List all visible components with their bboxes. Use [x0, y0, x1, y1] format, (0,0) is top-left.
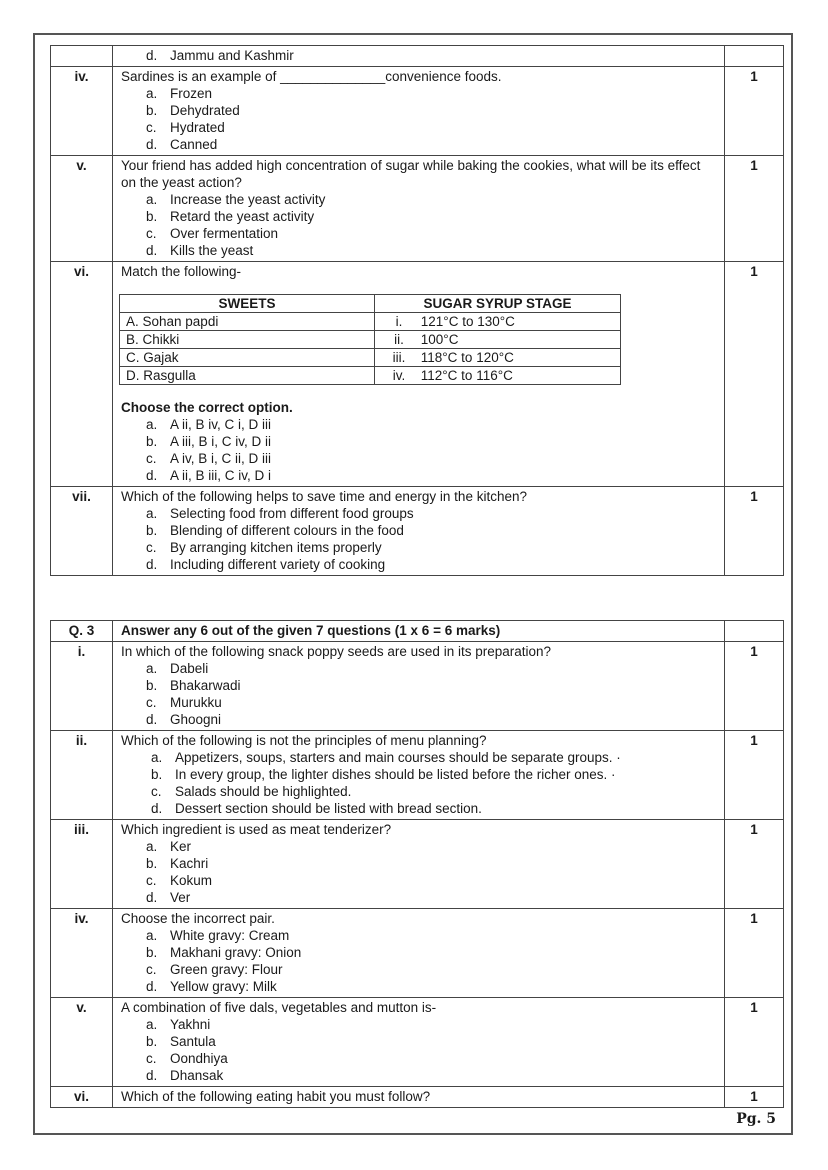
option-letter: c. — [151, 784, 162, 799]
question-text — [113, 1087, 725, 1108]
option-text: Dessert section should be listed with bread section. — [175, 801, 482, 816]
question-stem: Which of the following helps to save time and energy in the kitchen? — [121, 489, 527, 504]
option-text: By arranging kitchen items properly — [170, 540, 382, 555]
option — [121, 978, 718, 995]
match-row — [120, 331, 621, 349]
question-row — [51, 998, 784, 1087]
option — [121, 225, 718, 242]
option — [121, 1067, 718, 1084]
option — [121, 416, 718, 433]
match-value: 121°C to 130°C — [420, 314, 515, 329]
option-letter: a. — [151, 750, 163, 765]
option-letter: d. — [146, 557, 158, 572]
option-text: Kills the yeast — [170, 243, 254, 258]
option-letter: c. — [146, 873, 157, 888]
option-letter: c. — [146, 1051, 157, 1066]
option-text: Yakhni — [170, 1017, 211, 1032]
option-letter: d. — [146, 468, 158, 483]
option-text: Frozen — [170, 86, 213, 101]
question-stem: Which of the following eating habit you must follow? — [121, 1089, 431, 1104]
option-letter: d. — [146, 712, 158, 727]
question-number: vi. — [51, 1087, 113, 1108]
option-text: Santula — [170, 1034, 216, 1049]
question-number — [51, 46, 113, 67]
match-right — [375, 331, 621, 349]
option-letter: c. — [146, 962, 157, 977]
option — [121, 119, 718, 136]
option — [121, 505, 718, 522]
question-number: iv. — [51, 67, 113, 156]
option-letter: b. — [146, 209, 158, 224]
option-letter: b. — [146, 434, 158, 449]
option-letter: a. — [146, 928, 158, 943]
option — [121, 522, 718, 539]
question-stem: Choose the incorrect pair. — [121, 911, 275, 926]
question-stem: Which ingredient is used as meat tenderizer? — [121, 822, 392, 837]
question-number: ii. — [51, 731, 113, 820]
marks — [725, 621, 784, 642]
option-letter: c. — [146, 695, 157, 710]
option — [121, 660, 718, 677]
question-stem: Which of the following is not the principles of menu planning? — [121, 733, 487, 748]
marks: 1 — [725, 1087, 784, 1108]
option-text: Retard the yeast activity — [170, 209, 315, 224]
match-roman: iv. — [392, 368, 406, 383]
option-letter: d. — [151, 801, 163, 816]
option-text: Makhani gravy: Onion — [170, 945, 302, 960]
question-row — [51, 642, 784, 731]
options-list — [121, 505, 718, 573]
question-text — [113, 909, 725, 998]
option-text: Dhansak — [170, 1068, 224, 1083]
option-letter: d. — [146, 890, 158, 905]
option-text: Including different variety of cooking — [170, 557, 386, 572]
question-stem: Sardines is an example of ______________convenience foods. — [121, 69, 502, 84]
option — [121, 556, 718, 573]
question-stem: A combination of five dals, vegetables and mutton is- — [121, 1000, 437, 1015]
question-row — [51, 46, 784, 67]
question-stem: Your friend has added high concentration of sugar while baking the cookies, what will be its effect on the yeast action? — [121, 158, 701, 190]
option-text: Ghoogni — [170, 712, 222, 727]
option — [121, 944, 718, 961]
option — [121, 677, 718, 694]
marks: 1 — [725, 156, 784, 262]
match-row — [120, 349, 621, 367]
option-text: Murukku — [170, 695, 222, 710]
option-text: Dabeli — [170, 661, 209, 676]
match-value: 112°C to 116°C — [420, 368, 513, 383]
option — [121, 711, 718, 728]
match-right — [375, 313, 621, 331]
option — [121, 1016, 718, 1033]
option-text: Ker — [170, 839, 192, 854]
options-list — [121, 927, 718, 995]
option-letter: a. — [146, 1017, 158, 1032]
match-right — [375, 349, 621, 367]
question-text — [113, 642, 725, 731]
option-text: Salads should be highlighted. — [175, 784, 352, 799]
options-list — [121, 85, 718, 153]
question-number: i. — [51, 642, 113, 731]
option-letter: b. — [146, 523, 158, 538]
option-letter: d. — [146, 979, 158, 994]
option — [121, 872, 718, 889]
options-list — [121, 838, 718, 906]
question-text — [113, 46, 725, 67]
question-table-section3 — [50, 620, 784, 1108]
option-text: Ver — [170, 890, 191, 905]
option — [121, 855, 718, 872]
question-number: vi. — [51, 262, 113, 487]
option-text: Over fermentation — [170, 226, 279, 241]
option-text: A iv, B i, C ii, D iii — [170, 451, 272, 466]
option-letter: c. — [146, 226, 157, 241]
option — [121, 433, 718, 450]
question-text — [113, 262, 725, 487]
option — [121, 838, 718, 855]
options-list — [121, 660, 718, 728]
option-text: Canned — [170, 137, 218, 152]
options-list — [121, 47, 718, 64]
option-letter: d. — [146, 137, 158, 152]
marks: 1 — [725, 67, 784, 156]
option-text: A ii, B iv, C i, D iii — [170, 417, 272, 432]
question-row — [51, 731, 784, 820]
option-letter: b. — [146, 678, 158, 693]
match-table — [119, 294, 621, 385]
option-text: Kokum — [170, 873, 213, 888]
option-text: Blending of different colours in the food — [170, 523, 404, 538]
match-left: B. Chikki — [120, 331, 375, 349]
options-list — [121, 191, 718, 259]
marks: 1 — [725, 262, 784, 487]
option — [121, 783, 718, 800]
option — [121, 927, 718, 944]
match-header-sweets: SWEETS — [120, 295, 375, 313]
option-text: Green gravy: Flour — [170, 962, 283, 977]
match-roman: iii. — [392, 350, 406, 365]
marks: 1 — [725, 642, 784, 731]
option-text: Bhakarwadi — [170, 678, 241, 693]
option — [121, 102, 718, 119]
option — [121, 1033, 718, 1050]
option-letter: a. — [146, 839, 158, 854]
question-number: v. — [51, 998, 113, 1087]
option-letter: a. — [146, 661, 158, 676]
question-row — [51, 487, 784, 576]
question-table-section2 — [50, 45, 784, 576]
option-letter: c. — [146, 451, 157, 466]
marks: 1 — [725, 909, 784, 998]
option — [121, 467, 718, 484]
section-number: Q. 3 — [51, 621, 113, 642]
question-number: iii. — [51, 820, 113, 909]
option — [121, 85, 718, 102]
question-row — [51, 909, 784, 998]
option-text: A ii, B iii, C iv, D i — [170, 468, 272, 483]
option-letter: a. — [146, 417, 158, 432]
question-number: vii. — [51, 487, 113, 576]
option — [121, 539, 718, 556]
option-text: Jammu and Kashmir — [170, 48, 294, 63]
option-text: Increase the yeast activity — [170, 192, 326, 207]
option-letter: b. — [151, 767, 163, 782]
option-text: Yellow gravy: Milk — [170, 979, 277, 994]
choose-instruction: Choose the correct option. — [121, 400, 293, 415]
option-letter: b. — [146, 856, 158, 871]
question-stem: In which of the following snack poppy seeds are used in its preparation? — [121, 644, 552, 659]
option — [121, 242, 718, 259]
question-row — [51, 156, 784, 262]
match-left: A. Sohan papdi — [120, 313, 375, 331]
question-text — [113, 820, 725, 909]
marks — [725, 46, 784, 67]
match-value: 100°C — [420, 332, 459, 347]
options-list — [121, 1016, 718, 1084]
match-roman: i. — [395, 314, 403, 329]
option-text: In every group, the lighter dishes should be listed before the richer ones. · — [175, 767, 616, 782]
section-header-row — [51, 621, 784, 642]
option-text: Hydrated — [170, 120, 225, 135]
option-text: Selecting food from different food groups — [170, 506, 414, 521]
option-text: Oondhiya — [170, 1051, 228, 1066]
match-value: 118°C to 120°C — [420, 350, 514, 365]
option-letter: c. — [146, 120, 157, 135]
option — [121, 961, 718, 978]
option-letter: a. — [146, 506, 158, 521]
options-list — [121, 749, 718, 817]
marks: 1 — [725, 820, 784, 909]
question-text — [113, 67, 725, 156]
question-text — [113, 487, 725, 576]
option-text: Dehydrated — [170, 103, 240, 118]
option — [121, 1050, 718, 1067]
question-text — [113, 998, 725, 1087]
option — [121, 800, 718, 817]
section-title: Answer any 6 out of the given 7 questions (1 x 6 = 6 marks) — [113, 621, 725, 642]
option-text: Kachri — [170, 856, 209, 871]
question-number: iv. — [51, 909, 113, 998]
option — [121, 47, 718, 64]
question-row — [51, 1087, 784, 1108]
match-left: C. Gajak — [120, 349, 375, 367]
option-text: A iii, B i, C iv, D ii — [170, 434, 272, 449]
option-letter: d. — [146, 1068, 158, 1083]
option-letter: b. — [146, 103, 158, 118]
option — [121, 191, 718, 208]
marks: 1 — [725, 731, 784, 820]
option-letter: b. — [146, 1034, 158, 1049]
option — [121, 749, 718, 766]
question-row — [51, 820, 784, 909]
match-header-syrup-stage: SUGAR SYRUP STAGE — [375, 295, 621, 313]
marks: 1 — [725, 998, 784, 1087]
marks: 1 — [725, 487, 784, 576]
option — [121, 694, 718, 711]
option-letter: d. — [146, 243, 158, 258]
option — [121, 889, 718, 906]
match-left: D. Rasgulla — [120, 367, 375, 385]
option — [121, 136, 718, 153]
options-list — [121, 416, 718, 484]
question-text — [113, 731, 725, 820]
page-number: Pg. 5 — [736, 1111, 776, 1127]
match-roman: ii. — [394, 332, 404, 347]
option — [121, 450, 718, 467]
match-right — [375, 367, 621, 385]
option-letter: b. — [146, 945, 158, 960]
option-text: Appetizers, soups, starters and main courses should be separate groups. · — [175, 750, 621, 765]
option — [121, 766, 718, 783]
match-row — [120, 313, 621, 331]
option-letter: d. — [146, 48, 158, 63]
option-text: White gravy: Cream — [170, 928, 290, 943]
question-stem: Match the following- — [121, 264, 242, 279]
option-letter: a. — [146, 192, 158, 207]
question-text — [113, 156, 725, 262]
option — [121, 208, 718, 225]
question-row — [51, 67, 784, 156]
question-row — [51, 262, 784, 487]
option-letter: a. — [146, 86, 158, 101]
option-letter: c. — [146, 540, 157, 555]
question-number: v. — [51, 156, 113, 262]
match-row — [120, 367, 621, 385]
